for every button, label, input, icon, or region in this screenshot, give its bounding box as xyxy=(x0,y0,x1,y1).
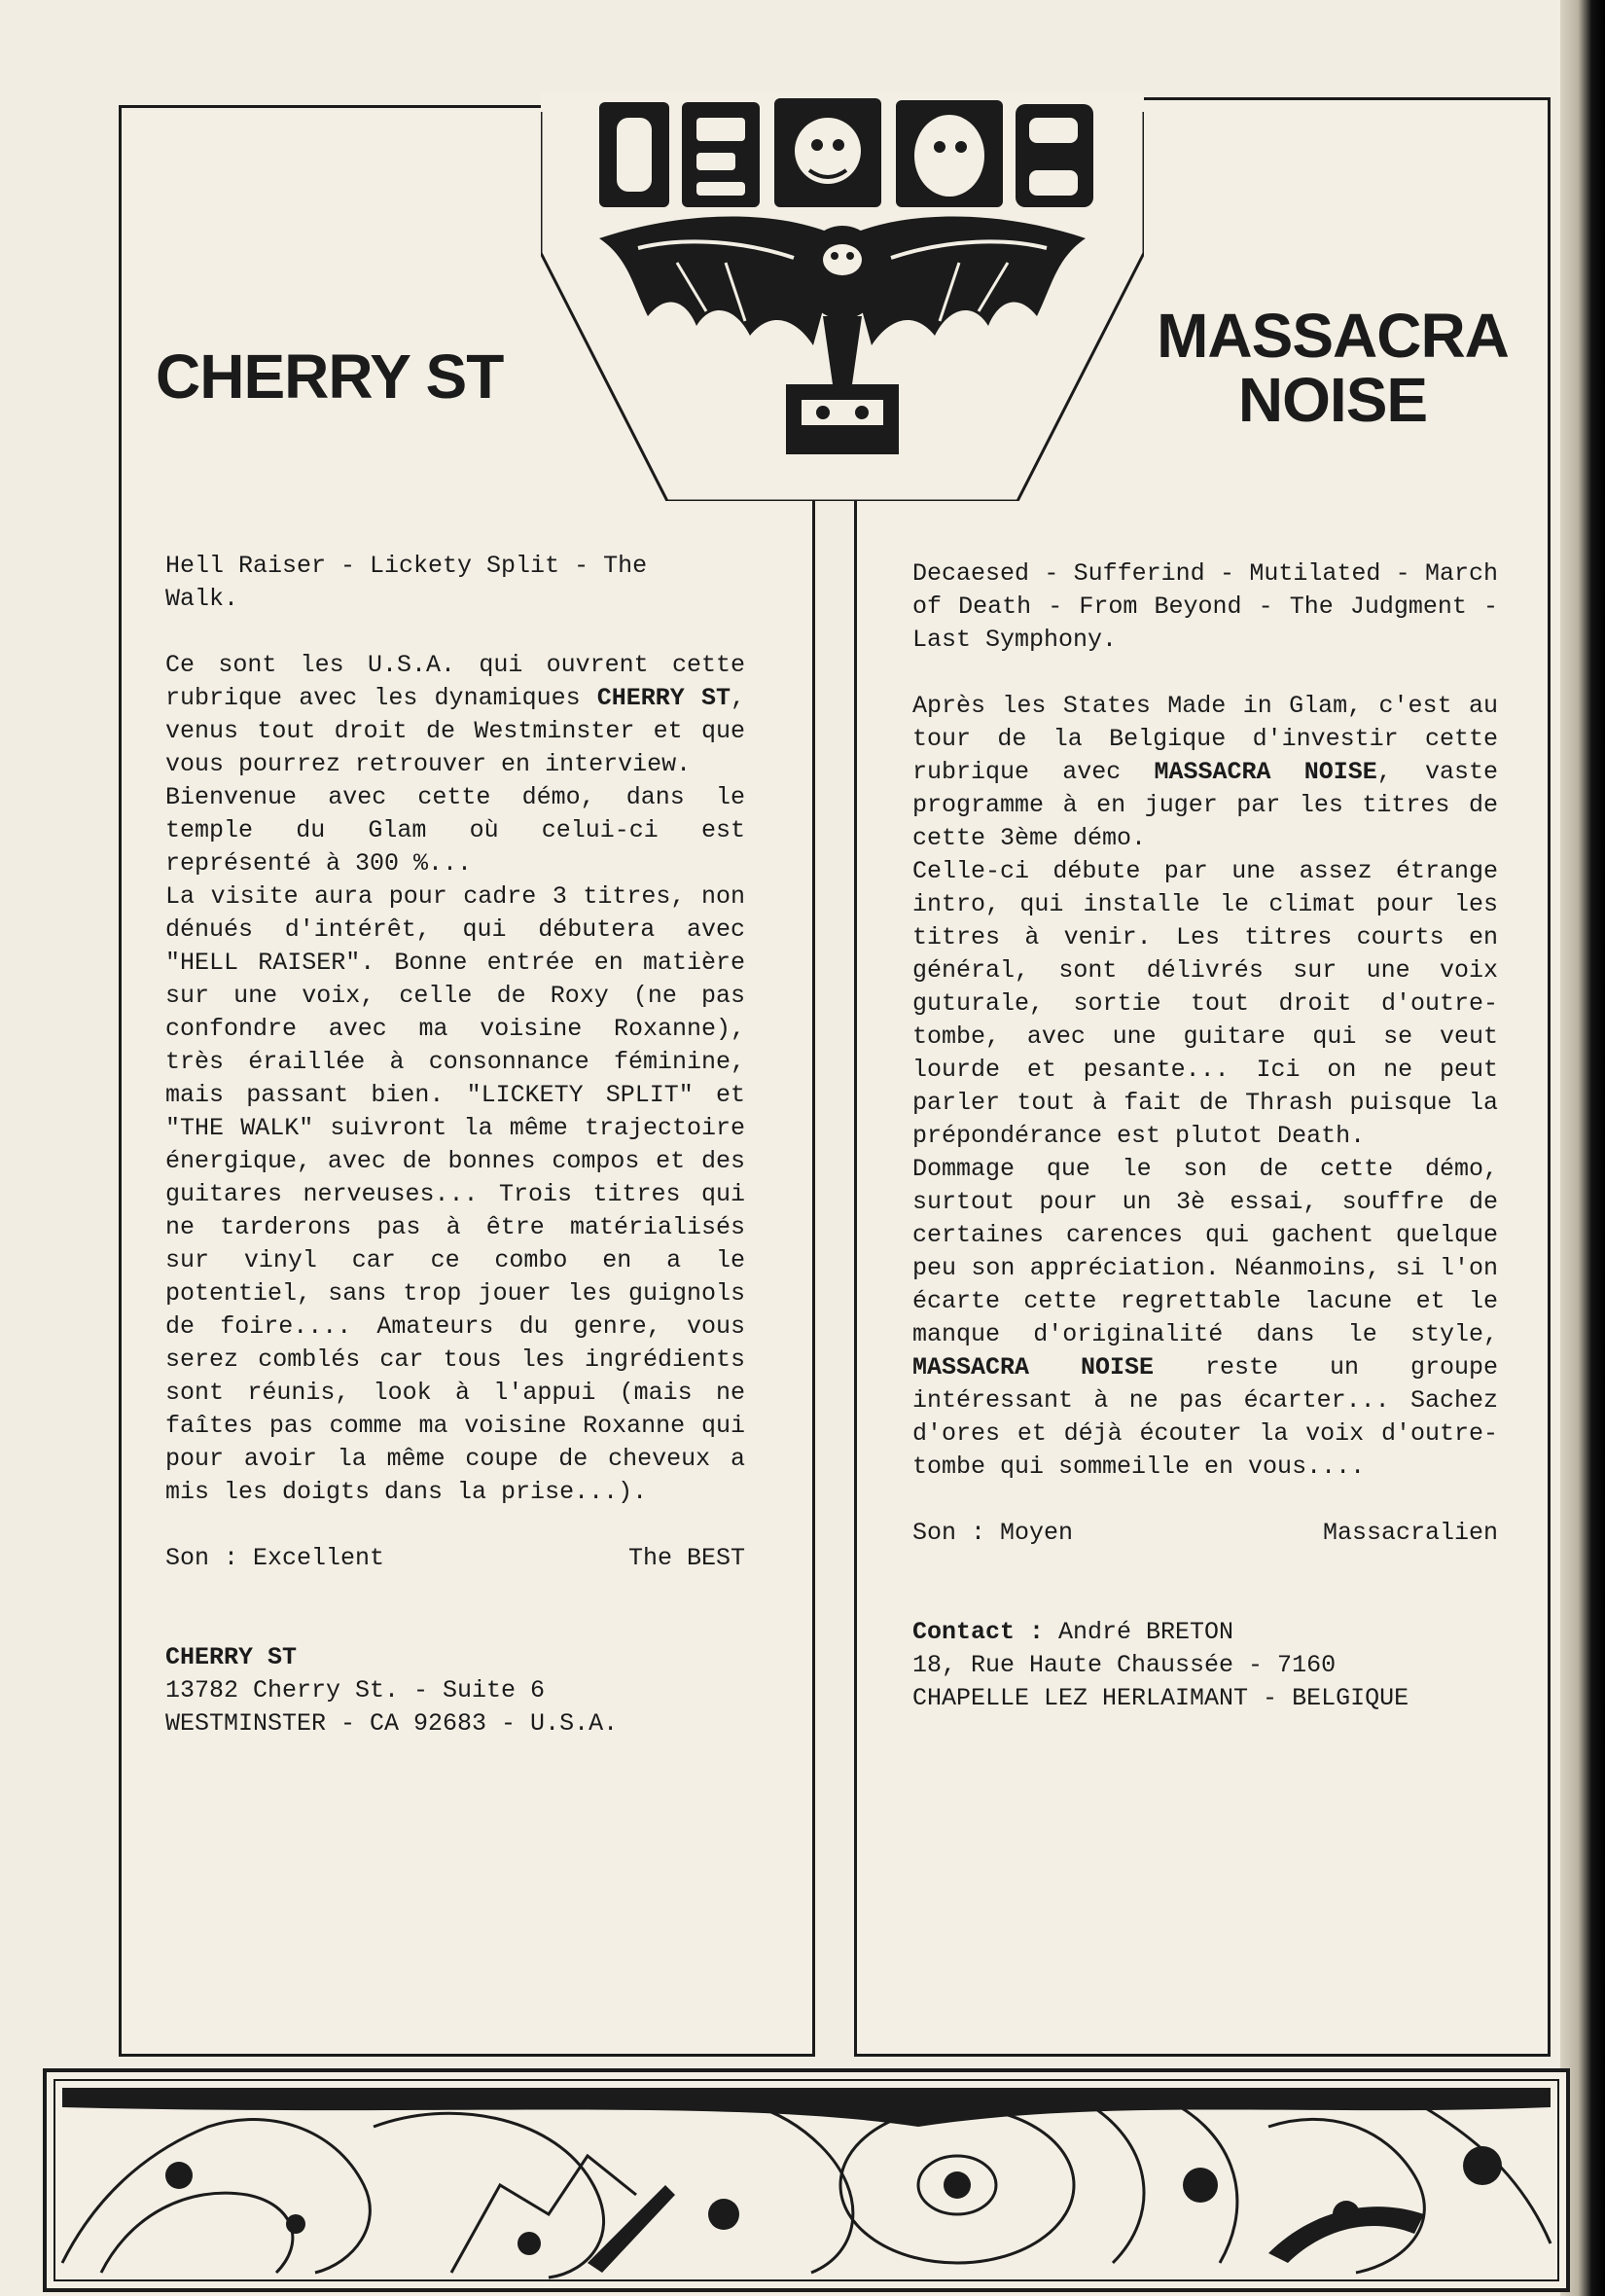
left-paragraph-1 xyxy=(165,649,745,781)
right-contact-label: Contact : xyxy=(912,1618,1045,1646)
left-paragraph-1-text: Ce sont les U.S.A. qui ouvrent cette rubrique avec les dynamiques xyxy=(165,651,745,712)
right-paragraph-3 xyxy=(912,1153,1498,1484)
left-contact-line2: WESTMINSTER - CA 92683 - U.S.A. xyxy=(165,1709,619,1738)
left-contact xyxy=(165,1641,745,1740)
left-tracklist-line2: Walk. xyxy=(165,585,239,613)
right-rating xyxy=(912,1517,1498,1550)
right-paragraph-3-text: Dommage que le son de cette démo, surtout pour un 3è essai, souffre de certaines carences qui gachent quelque peu son appréciation. Néanmoins, si l'on écarte cette regrettable lacune et le manque d'originalité dans le style, xyxy=(912,1155,1498,1348)
right-paragraph-1-text: Après les States Made in Glam, c'est au tour de la Belgique d'investir cette rubrique avec xyxy=(912,692,1498,786)
left-rating xyxy=(165,1542,745,1575)
left-band-title: CHERRY ST xyxy=(156,341,504,412)
ornamental-border-art-icon xyxy=(43,2068,1570,2292)
page-edge-shadow xyxy=(1560,0,1605,2296)
right-band-name-inline: MASSACRA NOISE xyxy=(1154,758,1377,786)
left-paragraph-1-text-end: , venus tout droit de Westminster et que vous pourrez retrouver en interview. xyxy=(165,684,745,778)
right-paragraph-2: Celle-ci débute par une assez étrange intro, qui installe le climat pour les titres à venir. Les titres courts en général, sont délivrés sur une voix guturale, sortie tout droit d'outre-tombe, avec une guitare qui se veut lourde et pesante... Ici on ne peut parler tout à fait de Thrash puisque la prépondérance est plutot Death. xyxy=(912,857,1498,1150)
left-review-text xyxy=(165,550,745,1740)
left-tracklist-line1: Hell Raiser - Lickety Split - The xyxy=(165,552,648,580)
left-paragraph-3: La visite aura pour cadre 3 titres, non dénués d'intérêt, qui débutera avec "HELL RAISER". Bonne entrée en matière sur une voix, celle de Roxy (ne pas confondre avec ma voisine Roxanne), très éraillée à consonnance féminine, mais passant bien. "LICKETY SPLIT" et "THE WALK" suivront la même trajectoire énergique, avec de bonnes compos et des guitares nerveuses... Trois titres qui ne tarderons pas à être matérialisés sur vinyl car ce combo en a le potentiel, sans trop jouer les guignols de foire.... Amateurs du genre, vous serez comblés car tous les ingrédients sont réunis, look à l'appui (mais ne faîtes pas comme ma voisine Roxanne qui pour avoir la même coupe de cheveux a mis les doigts dans la prise...). xyxy=(165,882,745,1506)
right-contact-name: André BRETON xyxy=(1044,1618,1234,1646)
right-tracklist: Decaesed - Sufferind - Mutilated - March of Death - From Beyond - The Judgment - Last Symphony. xyxy=(912,559,1498,654)
right-band-title xyxy=(1119,301,1547,435)
left-rating-label: Son : Excellent xyxy=(165,1544,385,1572)
right-rating-label: Son : Moyen xyxy=(912,1519,1074,1547)
left-contact-line1: 13782 Cherry St. - Suite 6 xyxy=(165,1676,546,1704)
left-contact-name: CHERRY ST xyxy=(165,1643,298,1671)
right-contact-line1: 18, Rue Haute Chaussée - 7160 xyxy=(912,1651,1337,1679)
left-tracklist xyxy=(165,550,745,616)
right-review-text xyxy=(912,557,1498,1715)
right-contact xyxy=(912,1616,1498,1715)
right-band-name-inline-2: MASSACRA NOISE xyxy=(912,1353,1155,1381)
right-contact-line2: CHAPELLE LEZ HERLAIMANT - BELGIQUE xyxy=(912,1684,1409,1712)
bat-gargoyle-logo-icon xyxy=(541,92,1144,501)
left-rating-signature: The BEST xyxy=(627,1544,745,1572)
left-band-name-inline: CHERRY ST xyxy=(596,684,731,712)
right-band-title-line2: NOISE xyxy=(1237,365,1428,435)
right-rating-signature: Massacralien xyxy=(1322,1519,1498,1547)
right-paragraph-1 xyxy=(912,690,1498,855)
right-paragraph-1-text-end: , vaste programme à en juger par les titres de cette 3ème démo. xyxy=(912,758,1498,852)
right-paragraph-3-text-end: reste un groupe intéressant à ne pas écarter... Sachez d'ores et déjà écouter la voix d'outre-tombe qui sommeille en vous.... xyxy=(912,1353,1498,1481)
right-band-title-line1: MASSACRA xyxy=(1157,301,1509,371)
left-paragraph-2: Bienvenue avec cette démo, dans le temple du Glam où celui-ci est représenté à 300 %... xyxy=(165,783,745,878)
